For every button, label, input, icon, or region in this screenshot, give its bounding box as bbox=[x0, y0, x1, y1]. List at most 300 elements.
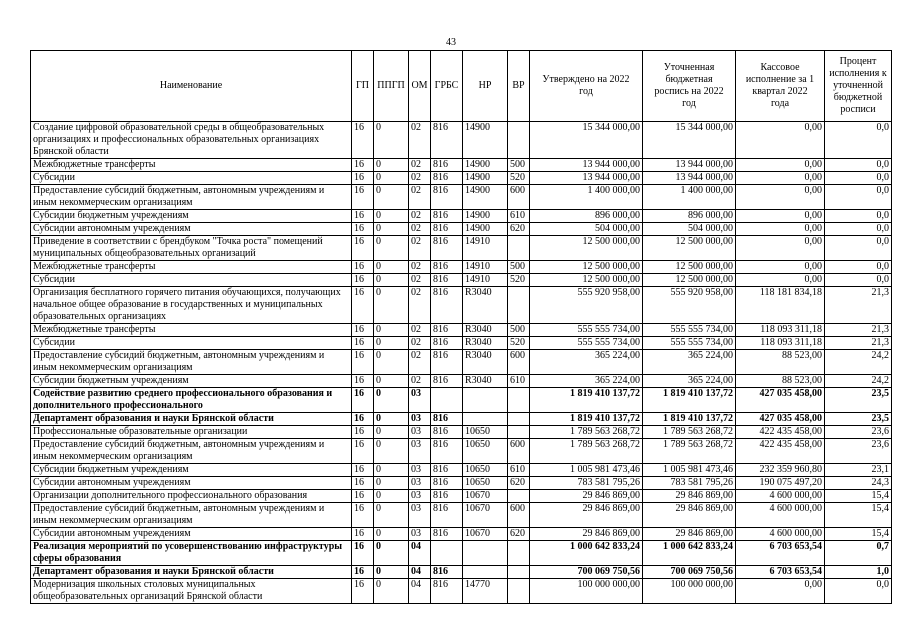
cell-cash: 232 359 960,80 bbox=[736, 464, 825, 477]
cell-refined: 896 000,00 bbox=[643, 210, 736, 223]
cell-refined: 365 224,00 bbox=[643, 375, 736, 388]
cell-percent: 0,0 bbox=[825, 172, 892, 185]
cell-grbs: 816 bbox=[431, 122, 463, 159]
cell-gp: 16 bbox=[352, 439, 374, 464]
cell-percent: 0,0 bbox=[825, 122, 892, 159]
table-row bbox=[31, 122, 892, 159]
cell-nr: R3040 bbox=[463, 337, 508, 350]
cell-vr: 600 bbox=[508, 185, 530, 210]
table-row bbox=[31, 426, 892, 439]
cell-cash: 118 181 834,18 bbox=[736, 287, 825, 324]
cell-grbs: 816 bbox=[431, 159, 463, 172]
cell-vr: 620 bbox=[508, 477, 530, 490]
cell-vr: 610 bbox=[508, 464, 530, 477]
cell-cash: 118 093 311,18 bbox=[736, 324, 825, 337]
cell-name: Субсидии бюджетным учреждениям bbox=[31, 210, 352, 223]
cell-name: Субсидии бюджетным учреждениям bbox=[31, 464, 352, 477]
cell-om: 02 bbox=[409, 287, 431, 324]
cell-refined: 13 944 000,00 bbox=[643, 172, 736, 185]
table-row bbox=[31, 223, 892, 236]
cell-ppgp: 0 bbox=[374, 503, 409, 528]
cell-grbs: 816 bbox=[431, 477, 463, 490]
cell-ppgp: 0 bbox=[374, 477, 409, 490]
cell-percent: 23,5 bbox=[825, 388, 892, 413]
cell-nr: 14770 bbox=[463, 579, 508, 604]
cell-grbs: 816 bbox=[431, 172, 463, 185]
cell-grbs: 816 bbox=[431, 375, 463, 388]
cell-om: 02 bbox=[409, 122, 431, 159]
cell-refined: 1 789 563 268,72 bbox=[643, 426, 736, 439]
cell-cash: 0,00 bbox=[736, 579, 825, 604]
cell-om: 03 bbox=[409, 439, 431, 464]
cell-refined: 1 000 642 833,24 bbox=[643, 541, 736, 566]
cell-name: Субсидии bbox=[31, 337, 352, 350]
cell-refined: 29 846 869,00 bbox=[643, 528, 736, 541]
cell-name: Организации дополнительного профессионального образования bbox=[31, 490, 352, 503]
cell-nr bbox=[463, 541, 508, 566]
cell-gp: 16 bbox=[352, 579, 374, 604]
cell-ppgp: 0 bbox=[374, 566, 409, 579]
cell-refined: 100 000 000,00 bbox=[643, 579, 736, 604]
cell-grbs: 816 bbox=[431, 287, 463, 324]
cell-gp: 16 bbox=[352, 236, 374, 261]
cell-vr: 500 bbox=[508, 324, 530, 337]
cell-refined: 783 581 795,26 bbox=[643, 477, 736, 490]
cell-approved: 12 500 000,00 bbox=[530, 261, 643, 274]
cell-vr: 500 bbox=[508, 159, 530, 172]
header-row bbox=[31, 51, 892, 122]
cell-percent: 23,6 bbox=[825, 426, 892, 439]
cell-refined: 1 819 410 137,72 bbox=[643, 388, 736, 413]
table-row bbox=[31, 159, 892, 172]
cell-om: 02 bbox=[409, 159, 431, 172]
cell-cash: 422 435 458,00 bbox=[736, 439, 825, 464]
table-row bbox=[31, 566, 892, 579]
cell-approved: 1 789 563 268,72 bbox=[530, 439, 643, 464]
cell-cash: 4 600 000,00 bbox=[736, 528, 825, 541]
table-row bbox=[31, 185, 892, 210]
cell-name: Реализация мероприятий по усовершенствованию инфраструктуры сферы образования bbox=[31, 541, 352, 566]
cell-refined: 1 789 563 268,72 bbox=[643, 439, 736, 464]
cell-grbs: 816 bbox=[431, 236, 463, 261]
cell-refined: 555 920 958,00 bbox=[643, 287, 736, 324]
cell-gp: 16 bbox=[352, 261, 374, 274]
cell-gp: 16 bbox=[352, 566, 374, 579]
cell-refined: 555 555 734,00 bbox=[643, 337, 736, 350]
header-percent: Процент исполнения к уточненной бюджетной росписи bbox=[825, 51, 892, 122]
cell-grbs: 816 bbox=[431, 503, 463, 528]
cell-approved: 896 000,00 bbox=[530, 210, 643, 223]
cell-approved: 555 555 734,00 bbox=[530, 337, 643, 350]
cell-grbs: 816 bbox=[431, 413, 463, 426]
cell-grbs: 816 bbox=[431, 261, 463, 274]
cell-nr: 10670 bbox=[463, 528, 508, 541]
cell-ppgp: 0 bbox=[374, 439, 409, 464]
cell-om: 04 bbox=[409, 566, 431, 579]
cell-vr bbox=[508, 388, 530, 413]
cell-approved: 100 000 000,00 bbox=[530, 579, 643, 604]
cell-cash: 0,00 bbox=[736, 261, 825, 274]
cell-name: Субсидии бюджетным учреждениям bbox=[31, 375, 352, 388]
cell-grbs: 816 bbox=[431, 439, 463, 464]
cell-om: 02 bbox=[409, 350, 431, 375]
cell-refined: 504 000,00 bbox=[643, 223, 736, 236]
cell-gp: 16 bbox=[352, 426, 374, 439]
cell-approved: 29 846 869,00 bbox=[530, 490, 643, 503]
cell-nr: 10650 bbox=[463, 477, 508, 490]
cell-name: Субсидии автономным учреждениям bbox=[31, 528, 352, 541]
table-row bbox=[31, 439, 892, 464]
cell-percent: 21,3 bbox=[825, 287, 892, 324]
cell-approved: 1 789 563 268,72 bbox=[530, 426, 643, 439]
cell-name: Межбюджетные трансферты bbox=[31, 261, 352, 274]
cell-om: 03 bbox=[409, 490, 431, 503]
cell-nr bbox=[463, 413, 508, 426]
cell-vr: 520 bbox=[508, 274, 530, 287]
cell-approved: 365 224,00 bbox=[530, 350, 643, 375]
cell-om: 02 bbox=[409, 236, 431, 261]
cell-vr: 600 bbox=[508, 350, 530, 375]
cell-ppgp: 0 bbox=[374, 185, 409, 210]
table-row bbox=[31, 274, 892, 287]
cell-name: Субсидии bbox=[31, 172, 352, 185]
cell-name: Профессиональные образовательные организации bbox=[31, 426, 352, 439]
cell-refined: 12 500 000,00 bbox=[643, 261, 736, 274]
cell-gp: 16 bbox=[352, 388, 374, 413]
header-grbs: ГРБС bbox=[431, 51, 463, 122]
cell-om: 03 bbox=[409, 503, 431, 528]
cell-percent: 15,4 bbox=[825, 503, 892, 528]
cell-nr bbox=[463, 388, 508, 413]
cell-vr: 610 bbox=[508, 375, 530, 388]
cell-nr: 10650 bbox=[463, 464, 508, 477]
cell-cash: 427 035 458,00 bbox=[736, 413, 825, 426]
cell-approved: 1 000 642 833,24 bbox=[530, 541, 643, 566]
cell-cash: 4 600 000,00 bbox=[736, 490, 825, 503]
cell-name: Предоставление субсидий бюджетным, автономным учреждениям и иным некоммерческим организациям bbox=[31, 350, 352, 375]
cell-approved: 12 500 000,00 bbox=[530, 236, 643, 261]
cell-name: Создание цифровой образовательной среды в общеобразовательных организациях и профессиональных образовательных организациях Брянской области bbox=[31, 122, 352, 159]
cell-nr: R3040 bbox=[463, 287, 508, 324]
cell-ppgp: 0 bbox=[374, 159, 409, 172]
cell-gp: 16 bbox=[352, 172, 374, 185]
cell-percent: 15,4 bbox=[825, 490, 892, 503]
cell-approved: 13 944 000,00 bbox=[530, 172, 643, 185]
cell-cash: 0,00 bbox=[736, 172, 825, 185]
cell-om: 02 bbox=[409, 375, 431, 388]
cell-refined: 13 944 000,00 bbox=[643, 159, 736, 172]
cell-ppgp: 0 bbox=[374, 528, 409, 541]
header-approved: Утверждено на 2022 год bbox=[530, 51, 643, 122]
cell-om: 02 bbox=[409, 185, 431, 210]
cell-ppgp: 0 bbox=[374, 541, 409, 566]
cell-grbs: 816 bbox=[431, 528, 463, 541]
cell-gp: 16 bbox=[352, 337, 374, 350]
cell-cash: 6 703 653,54 bbox=[736, 566, 825, 579]
header-gp: ГП bbox=[352, 51, 374, 122]
cell-nr: 10650 bbox=[463, 439, 508, 464]
cell-name: Приведение в соответствии с брендбуком "Точка роста" помещений муниципальных общеобразовательных организаций bbox=[31, 236, 352, 261]
cell-refined: 29 846 869,00 bbox=[643, 490, 736, 503]
cell-grbs: 816 bbox=[431, 337, 463, 350]
cell-gp: 16 bbox=[352, 287, 374, 324]
header-ppgp: ППГП bbox=[374, 51, 409, 122]
cell-ppgp: 0 bbox=[374, 236, 409, 261]
cell-approved: 555 920 958,00 bbox=[530, 287, 643, 324]
cell-percent: 0,7 bbox=[825, 541, 892, 566]
header-vr: ВР bbox=[508, 51, 530, 122]
cell-gp: 16 bbox=[352, 477, 374, 490]
cell-percent: 23,5 bbox=[825, 413, 892, 426]
table-row bbox=[31, 528, 892, 541]
cell-gp: 16 bbox=[352, 375, 374, 388]
cell-ppgp: 0 bbox=[374, 287, 409, 324]
cell-ppgp: 0 bbox=[374, 579, 409, 604]
cell-vr bbox=[508, 541, 530, 566]
table-row bbox=[31, 210, 892, 223]
table-row bbox=[31, 503, 892, 528]
cell-cash: 190 075 497,20 bbox=[736, 477, 825, 490]
cell-refined: 12 500 000,00 bbox=[643, 274, 736, 287]
table-row bbox=[31, 172, 892, 185]
cell-name: Межбюджетные трансферты bbox=[31, 159, 352, 172]
cell-vr: 610 bbox=[508, 210, 530, 223]
cell-approved: 700 069 750,56 bbox=[530, 566, 643, 579]
header-name: Наименование bbox=[31, 51, 352, 122]
cell-vr bbox=[508, 122, 530, 159]
cell-cash: 0,00 bbox=[736, 274, 825, 287]
cell-vr bbox=[508, 566, 530, 579]
cell-approved: 1 819 410 137,72 bbox=[530, 413, 643, 426]
table-row bbox=[31, 337, 892, 350]
cell-cash: 88 523,00 bbox=[736, 350, 825, 375]
cell-cash: 118 093 311,18 bbox=[736, 337, 825, 350]
cell-gp: 16 bbox=[352, 274, 374, 287]
cell-percent: 23,6 bbox=[825, 439, 892, 464]
cell-cash: 0,00 bbox=[736, 210, 825, 223]
table-row bbox=[31, 541, 892, 566]
cell-gp: 16 bbox=[352, 490, 374, 503]
cell-nr: 14900 bbox=[463, 172, 508, 185]
cell-name: Департамент образования и науки Брянской области bbox=[31, 566, 352, 579]
cell-approved: 1 819 410 137,72 bbox=[530, 388, 643, 413]
cell-refined: 700 069 750,56 bbox=[643, 566, 736, 579]
cell-refined: 555 555 734,00 bbox=[643, 324, 736, 337]
cell-ppgp: 0 bbox=[374, 388, 409, 413]
cell-refined: 1 400 000,00 bbox=[643, 185, 736, 210]
cell-gp: 16 bbox=[352, 223, 374, 236]
cell-grbs: 816 bbox=[431, 223, 463, 236]
cell-percent: 24,2 bbox=[825, 350, 892, 375]
cell-name: Предоставление субсидий бюджетным, автономным учреждениям и иным некоммерческим организациям bbox=[31, 439, 352, 464]
cell-grbs bbox=[431, 388, 463, 413]
header-cash: Кассовое исполнение за 1 квартал 2022 года bbox=[736, 51, 825, 122]
cell-vr bbox=[508, 287, 530, 324]
cell-approved: 29 846 869,00 bbox=[530, 503, 643, 528]
cell-refined: 15 344 000,00 bbox=[643, 122, 736, 159]
cell-om: 04 bbox=[409, 579, 431, 604]
cell-ppgp: 0 bbox=[374, 274, 409, 287]
cell-gp: 16 bbox=[352, 159, 374, 172]
cell-vr bbox=[508, 426, 530, 439]
cell-grbs: 816 bbox=[431, 350, 463, 375]
cell-percent: 0,0 bbox=[825, 185, 892, 210]
cell-om: 03 bbox=[409, 413, 431, 426]
cell-cash: 4 600 000,00 bbox=[736, 503, 825, 528]
cell-nr: R3040 bbox=[463, 375, 508, 388]
cell-ppgp: 0 bbox=[374, 413, 409, 426]
cell-gp: 16 bbox=[352, 185, 374, 210]
cell-percent: 0,0 bbox=[825, 223, 892, 236]
cell-vr bbox=[508, 413, 530, 426]
table-row bbox=[31, 464, 892, 477]
cell-grbs: 816 bbox=[431, 579, 463, 604]
cell-nr: 10670 bbox=[463, 503, 508, 528]
cell-nr: 14900 bbox=[463, 223, 508, 236]
table-row bbox=[31, 261, 892, 274]
cell-gp: 16 bbox=[352, 528, 374, 541]
table-row bbox=[31, 236, 892, 261]
cell-vr: 500 bbox=[508, 261, 530, 274]
cell-ppgp: 0 bbox=[374, 172, 409, 185]
cell-om: 03 bbox=[409, 528, 431, 541]
cell-percent: 0,0 bbox=[825, 210, 892, 223]
cell-percent: 21,3 bbox=[825, 324, 892, 337]
cell-vr bbox=[508, 236, 530, 261]
cell-approved: 504 000,00 bbox=[530, 223, 643, 236]
cell-om: 02 bbox=[409, 210, 431, 223]
cell-approved: 555 555 734,00 bbox=[530, 324, 643, 337]
cell-vr: 520 bbox=[508, 172, 530, 185]
cell-ppgp: 0 bbox=[374, 210, 409, 223]
cell-nr: R3040 bbox=[463, 350, 508, 375]
table-row bbox=[31, 388, 892, 413]
cell-vr: 600 bbox=[508, 439, 530, 464]
table-row bbox=[31, 287, 892, 324]
cell-ppgp: 0 bbox=[374, 261, 409, 274]
cell-refined: 1 819 410 137,72 bbox=[643, 413, 736, 426]
cell-grbs: 816 bbox=[431, 185, 463, 210]
table-row bbox=[31, 579, 892, 604]
cell-refined: 1 005 981 473,46 bbox=[643, 464, 736, 477]
cell-approved: 29 846 869,00 bbox=[530, 528, 643, 541]
cell-om: 02 bbox=[409, 172, 431, 185]
cell-ppgp: 0 bbox=[374, 223, 409, 236]
cell-approved: 13 944 000,00 bbox=[530, 159, 643, 172]
cell-cash: 88 523,00 bbox=[736, 375, 825, 388]
table-row bbox=[31, 324, 892, 337]
cell-om: 03 bbox=[409, 426, 431, 439]
cell-name: Организация бесплатного горячего питания обучающихся, получающих начальное общее образование в государственных и муниципальных образовательных организациях bbox=[31, 287, 352, 324]
cell-nr: 10670 bbox=[463, 490, 508, 503]
cell-approved: 365 224,00 bbox=[530, 375, 643, 388]
cell-ppgp: 0 bbox=[374, 350, 409, 375]
cell-percent: 24,3 bbox=[825, 477, 892, 490]
cell-approved: 15 344 000,00 bbox=[530, 122, 643, 159]
cell-vr: 520 bbox=[508, 337, 530, 350]
cell-om: 02 bbox=[409, 337, 431, 350]
cell-percent: 24,2 bbox=[825, 375, 892, 388]
cell-approved: 783 581 795,26 bbox=[530, 477, 643, 490]
cell-grbs: 816 bbox=[431, 490, 463, 503]
cell-grbs: 816 bbox=[431, 324, 463, 337]
table-row bbox=[31, 413, 892, 426]
cell-percent: 0,0 bbox=[825, 579, 892, 604]
cell-nr: 14910 bbox=[463, 261, 508, 274]
cell-percent: 0,0 bbox=[825, 159, 892, 172]
header-om: ОМ bbox=[409, 51, 431, 122]
cell-gp: 16 bbox=[352, 324, 374, 337]
cell-percent: 0,0 bbox=[825, 261, 892, 274]
table-row bbox=[31, 375, 892, 388]
cell-cash: 422 435 458,00 bbox=[736, 426, 825, 439]
cell-nr: 10650 bbox=[463, 426, 508, 439]
header-refined: Уточненная бюджетная роспись на 2022 год bbox=[643, 51, 736, 122]
page-number: 43 bbox=[446, 37, 456, 48]
cell-ppgp: 0 bbox=[374, 324, 409, 337]
cell-gp: 16 bbox=[352, 122, 374, 159]
cell-refined: 12 500 000,00 bbox=[643, 236, 736, 261]
cell-percent: 1,0 bbox=[825, 566, 892, 579]
budget-execution-table bbox=[30, 50, 892, 604]
cell-om: 03 bbox=[409, 464, 431, 477]
cell-cash: 6 703 653,54 bbox=[736, 541, 825, 566]
cell-vr bbox=[508, 490, 530, 503]
cell-cash: 0,00 bbox=[736, 236, 825, 261]
cell-om: 03 bbox=[409, 388, 431, 413]
cell-name: Департамент образования и науки Брянской области bbox=[31, 413, 352, 426]
cell-percent: 0,0 bbox=[825, 236, 892, 261]
cell-percent: 15,4 bbox=[825, 528, 892, 541]
cell-ppgp: 0 bbox=[374, 426, 409, 439]
cell-grbs: 816 bbox=[431, 464, 463, 477]
cell-ppgp: 0 bbox=[374, 375, 409, 388]
cell-nr: 14900 bbox=[463, 159, 508, 172]
cell-refined: 365 224,00 bbox=[643, 350, 736, 375]
cell-gp: 16 bbox=[352, 210, 374, 223]
cell-vr bbox=[508, 579, 530, 604]
cell-om: 02 bbox=[409, 261, 431, 274]
cell-om: 04 bbox=[409, 541, 431, 566]
cell-name: Субсидии bbox=[31, 274, 352, 287]
cell-grbs bbox=[431, 541, 463, 566]
cell-grbs: 816 bbox=[431, 426, 463, 439]
cell-nr bbox=[463, 566, 508, 579]
cell-name: Субсидии автономным учреждениям bbox=[31, 223, 352, 236]
cell-name: Предоставление субсидий бюджетным, автономным учреждениям и иным некоммерческим организациям bbox=[31, 503, 352, 528]
cell-nr: R3040 bbox=[463, 324, 508, 337]
cell-approved: 12 500 000,00 bbox=[530, 274, 643, 287]
cell-vr: 600 bbox=[508, 503, 530, 528]
cell-approved: 1 400 000,00 bbox=[530, 185, 643, 210]
cell-name: Модернизация школьных столовых муниципальных общеобразовательных организаций Брянской области bbox=[31, 579, 352, 604]
cell-grbs: 816 bbox=[431, 566, 463, 579]
cell-name: Субсидии автономным учреждениям bbox=[31, 477, 352, 490]
cell-cash: 0,00 bbox=[736, 185, 825, 210]
table-row bbox=[31, 350, 892, 375]
cell-name: Межбюджетные трансферты bbox=[31, 324, 352, 337]
cell-percent: 21,3 bbox=[825, 337, 892, 350]
cell-cash: 0,00 bbox=[736, 122, 825, 159]
cell-vr: 620 bbox=[508, 528, 530, 541]
cell-ppgp: 0 bbox=[374, 464, 409, 477]
cell-gp: 16 bbox=[352, 464, 374, 477]
cell-om: 02 bbox=[409, 324, 431, 337]
cell-cash: 427 035 458,00 bbox=[736, 388, 825, 413]
table-row bbox=[31, 477, 892, 490]
cell-gp: 16 bbox=[352, 413, 374, 426]
cell-cash: 0,00 bbox=[736, 159, 825, 172]
